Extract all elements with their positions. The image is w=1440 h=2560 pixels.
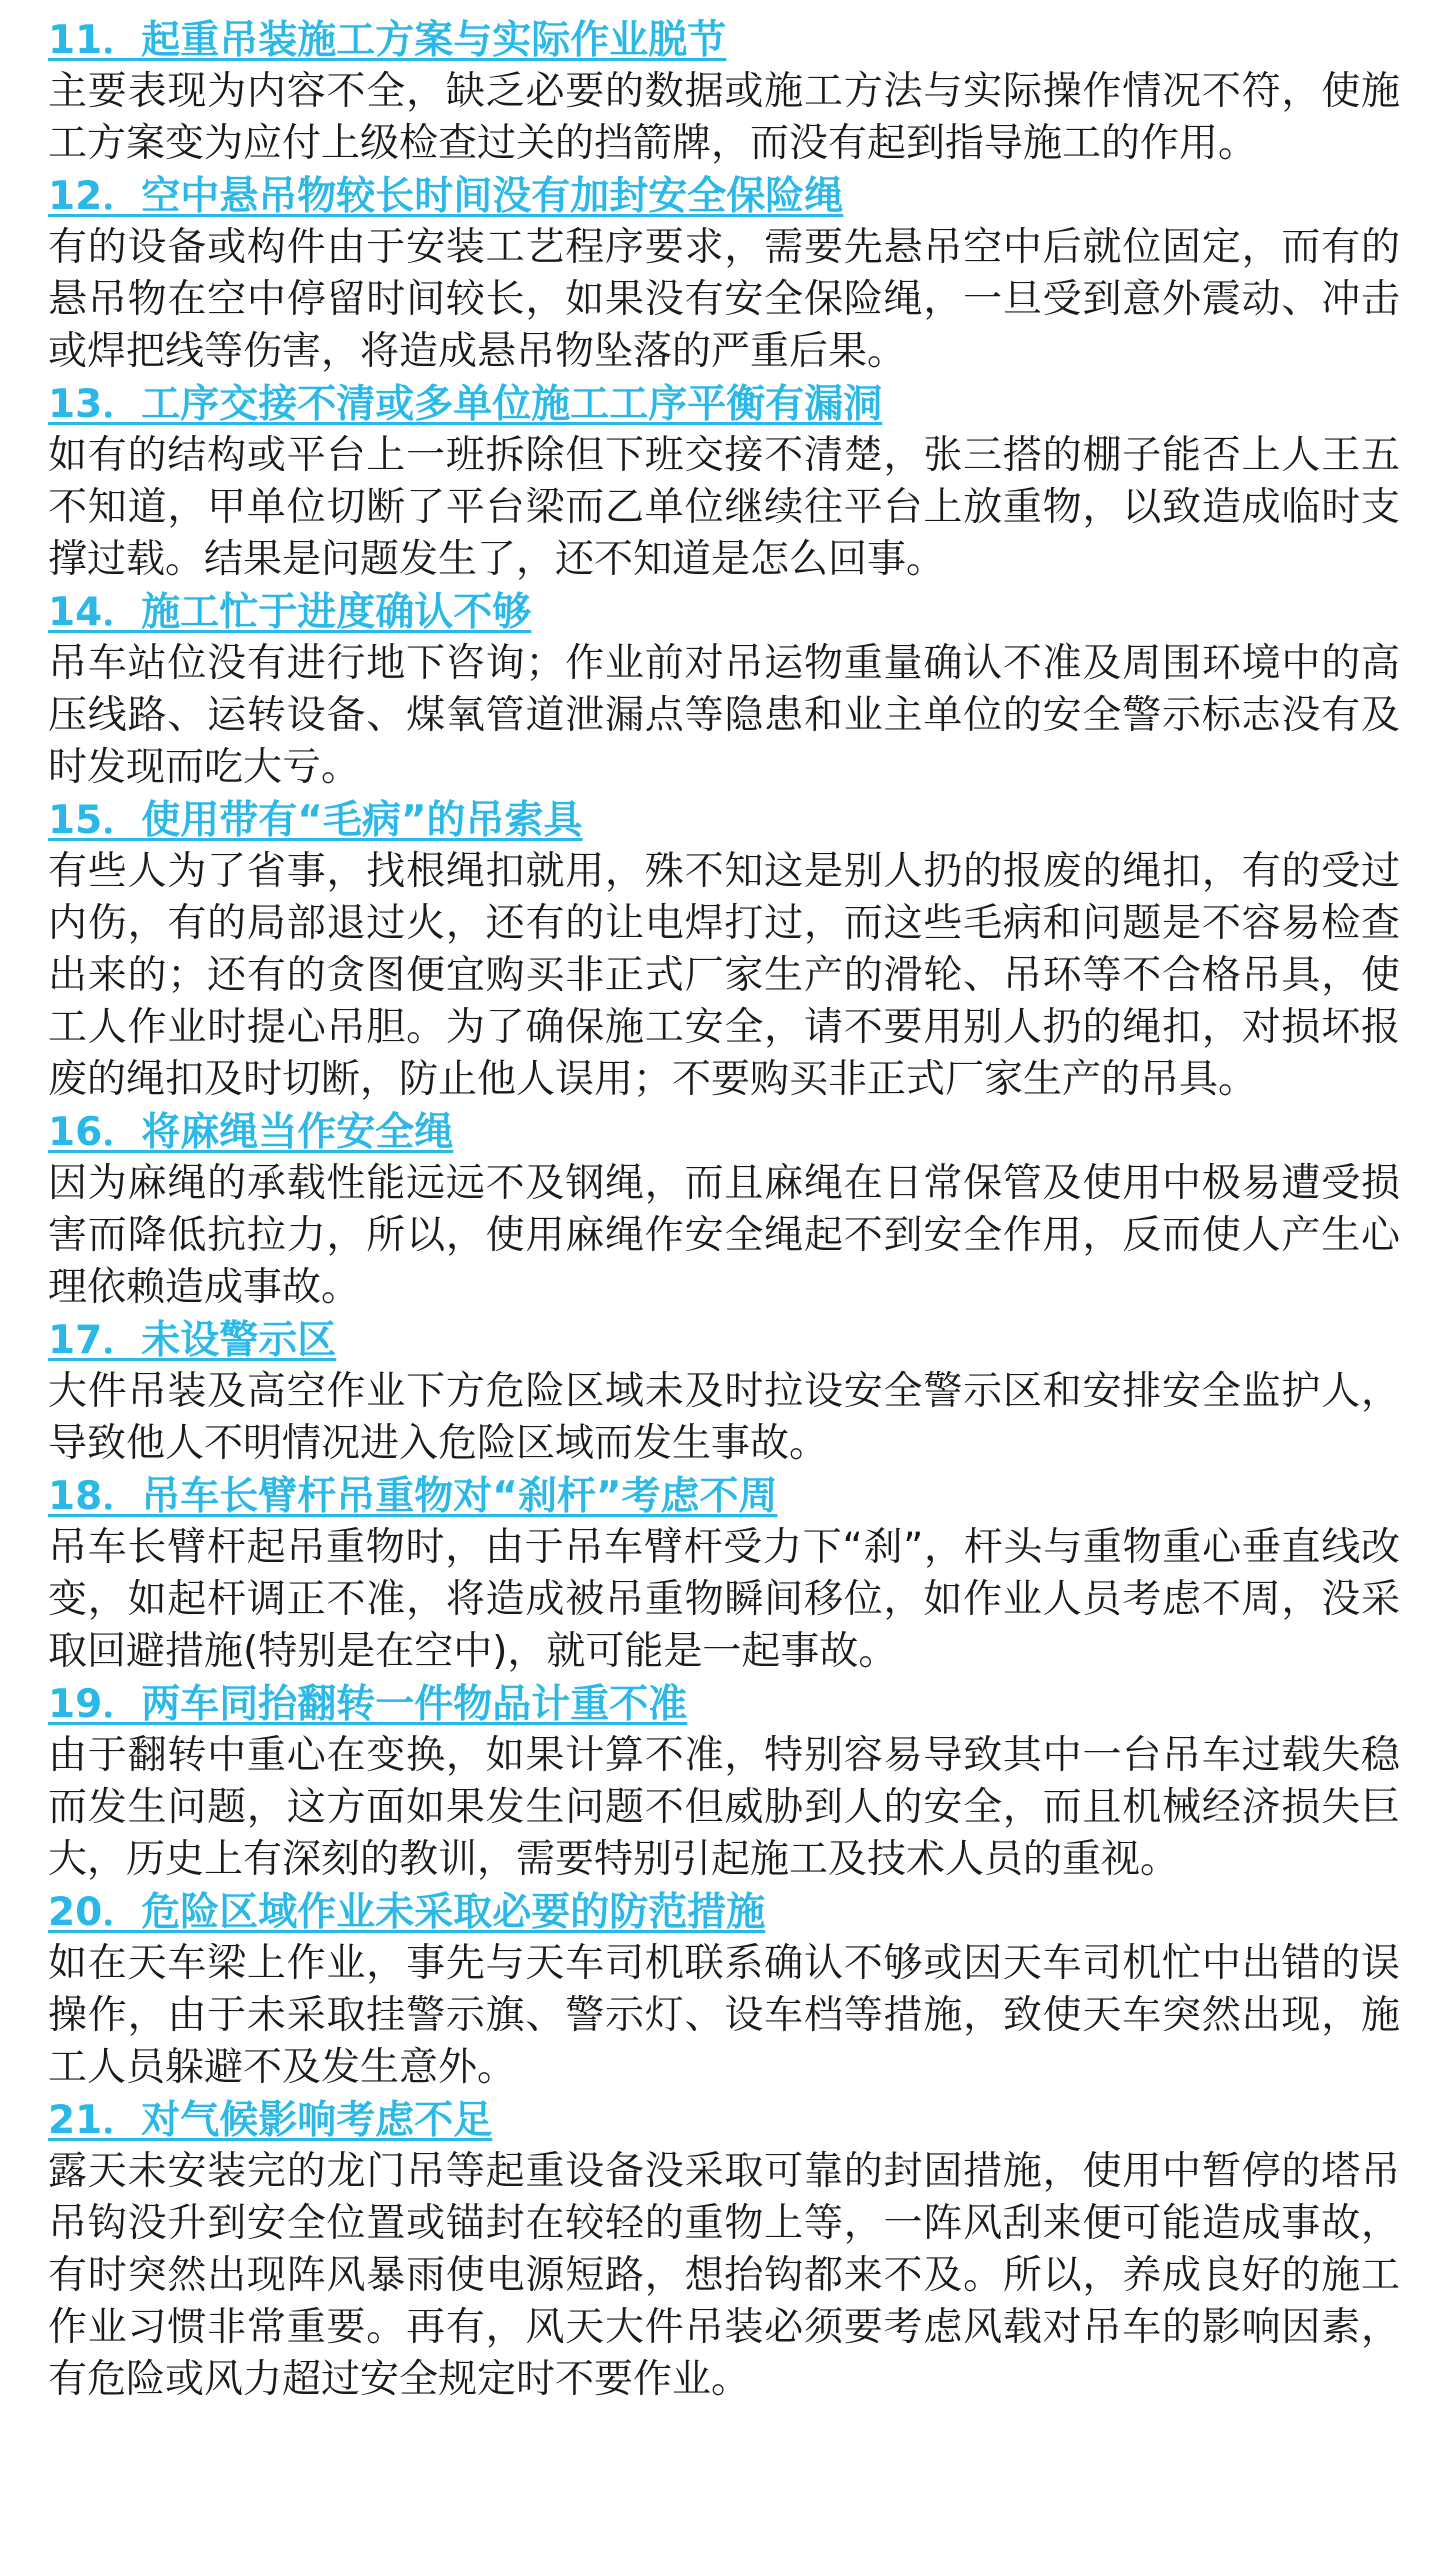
section-body: 因为麻绳的承载性能远远不及钢绳，而且麻绳在日常保管及使用中极易遭受损害而降低抗拉力，所以，使用麻绳作安全绳起不到安全作用，反而使人产生心理依赖造成事故。 bbox=[48, 1161, 1400, 1310]
section-heading: 18．吊车长臂杆吊重物对“刹杆”考虑不周 bbox=[48, 1474, 778, 1519]
section-heading: 19．两车同抬翻转一件物品计重不准 bbox=[48, 1682, 688, 1727]
section-17 bbox=[48, 1316, 1400, 1470]
section-15 bbox=[48, 796, 1400, 1106]
section-body: 主要表现为内容不全，缺乏必要的数据或施工方法与实际操作情况不符，使施工方案变为应付上级检查过关的挡箭牌，而没有起到指导施工的作用。 bbox=[48, 69, 1400, 166]
section-body: 如在天车梁上作业，事先与天车司机联系确认不够或因天车司机忙中出错的误操作，由于未采取挂警示旗、警示灯、设车档等措施，致使天车突然出现，施工人员躲避不及发生意外。 bbox=[48, 1941, 1400, 2090]
section-heading: 12．空中悬吊物较长时间没有加封安全保险绳 bbox=[48, 174, 844, 219]
section-body: 有的设备或构件由于安装工艺程序要求，需要先悬吊空中后就位固定，而有的悬吊物在空中停留时间较长，如果没有安全保险绳，一旦受到意外震动、冲击或焊把线等伤害，将造成悬吊物坠落的严重后果。 bbox=[48, 225, 1400, 374]
section-heading: 21．对气候影响考虑不足 bbox=[48, 2098, 493, 2143]
section-18 bbox=[48, 1472, 1400, 1678]
section-heading: 11．起重吊装施工方案与实际作业脱节 bbox=[48, 18, 727, 63]
document-page bbox=[48, 16, 1400, 2408]
section-heading: 17．未设警示区 bbox=[48, 1318, 337, 1363]
section-body: 有些人为了省事，找根绳扣就用，殊不知这是别人扔的报废的绳扣，有的受过内伤，有的局部退过火，还有的让电焊打过，而这些毛病和问题是不容易检查出来的；还有的贪图便宜购买非正式厂家生产的滑轮、吊环等不合格吊具，使工人作业时提心吊胆。为了确保施工安全，请不要用别人扔的绳扣，对损坏报废的绳扣及时切断，防止他人误用；不要购买非正式厂家生产的吊具。 bbox=[48, 849, 1400, 1102]
section-heading: 16．将麻绳当作安全绳 bbox=[48, 1110, 454, 1155]
section-body: 吊车长臂杆起吊重物时，由于吊车臂杆受力下“刹”，杆头与重物重心垂直线改变，如起杆调正不准，将造成被吊重物瞬间移位，如作业人员考虑不周，没采取回避措施(特别是在空中)，就可能是一起事故。 bbox=[48, 1525, 1400, 1674]
section-heading: 14．施工忙于进度确认不够 bbox=[48, 590, 532, 635]
section-19 bbox=[48, 1680, 1400, 1886]
section-body: 露天未安装完的龙门吊等起重设备没采取可靠的封固措施，使用中暂停的塔吊吊钩没升到安全位置或锚封在较轻的重物上等，一阵风刮来便可能造成事故，有时突然出现阵风暴雨使电源短路，想抬钩都来不及。所以，养成良好的施工作业习惯非常重要。再有，风天大件吊装必须要考虑风载对吊车的影响因素，有危险或风力超过安全规定时不要作业。 bbox=[48, 2149, 1400, 2402]
section-body: 由于翻转中重心在变换，如果计算不准，特别容易导致其中一台吊车过载失稳而发生问题，这方面如果发生问题不但威胁到人的安全，而且机械经济损失巨大，历史上有深刻的教训，需要特别引起施工及技术人员的重视。 bbox=[48, 1733, 1400, 1882]
section-body: 如有的结构或平台上一班拆除但下班交接不清楚，张三搭的棚子能否上人王五不知道，甲单位切断了平台梁而乙单位继续往平台上放重物，以致造成临时支撑过载。结果是问题发生了，还不知道是怎么回事。 bbox=[48, 433, 1400, 582]
section-14 bbox=[48, 588, 1400, 794]
section-20 bbox=[48, 1888, 1400, 2094]
section-12 bbox=[48, 172, 1400, 378]
section-heading: 15．使用带有“毛病”的吊索具 bbox=[48, 798, 583, 843]
section-11 bbox=[48, 16, 1400, 170]
section-16 bbox=[48, 1108, 1400, 1314]
section-body: 大件吊装及高空作业下方危险区域未及时拉设安全警示区和安排安全监护人，导致他人不明情况进入危险区域而发生事故。 bbox=[48, 1369, 1400, 1466]
section-heading: 20．危险区域作业未采取必要的防范措施 bbox=[48, 1890, 766, 1935]
section-heading: 13．工序交接不清或多单位施工工序平衡有漏洞 bbox=[48, 382, 883, 427]
section-13 bbox=[48, 380, 1400, 586]
section-body: 吊车站位没有进行地下咨询；作业前对吊运物重量确认不准及周围环境中的高压线路、运转设备、煤氧管道泄漏点等隐患和业主单位的安全警示标志没有及时发现而吃大亏。 bbox=[48, 641, 1400, 790]
section-21 bbox=[48, 2096, 1400, 2406]
